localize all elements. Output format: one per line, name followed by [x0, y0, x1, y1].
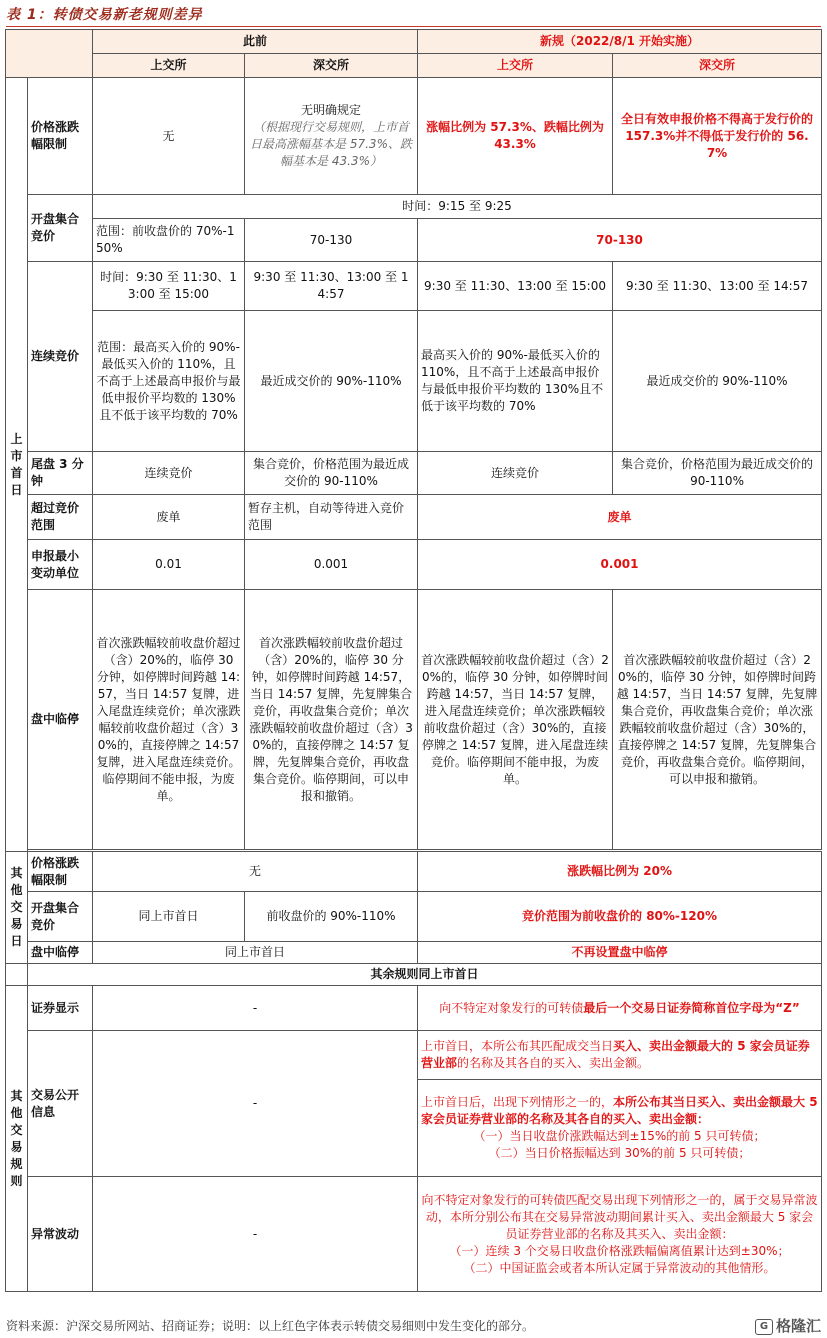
cell-od-halt-new: 不再设置盘中临停 [418, 942, 822, 964]
cell-tick-old-szse: 0.001 [245, 540, 418, 590]
header-old-sse: 上交所 [93, 54, 245, 78]
header-old-szse: 深交所 [245, 54, 418, 78]
cell-disclosure-old: - [93, 1031, 418, 1177]
cell-halt-old-sse: 首次涨跌幅较前收盘价超过（含）20%的，临停 30 分钟，如停牌时间跨越 14:57，当日 14:57 复牌，进入尾盘连续竞价；单次涨跌幅较前收盘价超过（含）30%的，直接停牌之 14:57 复牌，进入尾盘连续竞价。临停期间不能申报，为废单。 [93, 590, 245, 850]
title-underline [6, 26, 821, 27]
security-display-new-a: 向不特定对象发行的可转债 [439, 1000, 584, 1015]
cell-closing-new-szse: 集合竞价，价格范围为最近成交价的 90-110% [613, 452, 822, 495]
header-new: 新规（2022/8/1 开始实施） [418, 30, 822, 54]
row-label-od-open-call: 开盘集合竞价 [28, 892, 93, 942]
source-note: 资料来源：沪深交易所网站、招商证券；说明：以上红色字体表示转债交易细则中发生变化的部分。 [6, 1319, 535, 1333]
cell-continuous-time-new-sse: 9:30 至 11:30、13:00 至 15:00 [418, 262, 613, 311]
row-label-open-call: 开盘集合竞价 [28, 195, 93, 262]
table-title: 表 1：转债交易新老规则差异 [6, 7, 203, 23]
abnormal-new-b: （一）连续 3 个交易日收盘价格涨跌幅偏离值累计达到±30%； [449, 1243, 790, 1258]
cell-open-call-new: 70-130 [418, 219, 822, 262]
rules-table [5, 29, 822, 1292]
cell-od-price-limit-old: 无 [93, 852, 418, 892]
cell-od-open-call-old-szse: 前收盘价的 90%-110% [245, 892, 418, 942]
cell-open-call-old-sse: 范围：前收盘价的 70%-150% [93, 219, 245, 262]
cell-tick-new: 0.001 [418, 540, 822, 590]
cell-od-open-call-old-sse: 同上市首日 [93, 892, 245, 942]
cell-security-display-new [418, 986, 822, 1031]
cell-price-limit-new-szse: 全日有效申报价格不得高于发行价的 157.3%并不得低于发行价的 56.7% [613, 78, 822, 195]
cell-continuous-time-old-sse: 时间：9:30 至 11:30、13:00 至 15:00 [93, 262, 245, 311]
security-display-new-b: 最后一个交易日证券简称首位字母为“Z” [583, 1000, 800, 1015]
cell-open-call-time: 时间：9:15 至 9:25 [93, 195, 822, 219]
cell-continuous-range-new-szse: 最近成交价的 90%-110% [613, 311, 822, 452]
watermark-logo-icon: G [755, 1319, 773, 1335]
disclosure-new1-b: 买入、卖出金额最大的 5 家会员证券营业部 [421, 1039, 810, 1070]
remaining-spacer [6, 964, 28, 986]
header-corner [6, 30, 93, 78]
cell-price-limit-old-szse-main: 无明确规定 [301, 103, 362, 117]
cell-closing-old-szse: 集合竞价，价格范围为最近成交价的 90-110% [245, 452, 418, 495]
header-before: 此前 [93, 30, 418, 54]
cell-od-halt-old: 同上市首日 [93, 942, 418, 964]
cell-continuous-range-old-szse: 最近成交价的 90%-110% [245, 311, 418, 452]
cell-halt-old-szse: 首次涨跌幅较前收盘价超过（含）20%的，临停 30 分钟，如停牌时间跨越 14:57，当日 14:57 复牌，先复牌集合竞价，再收盘集合竞价；单次涨跌幅较前收盘价超过（含）30%的，直接停牌之 14:57 复牌，先复牌集合竞价，再收盘集合竞价。临停期间，可以申报和撤销。 [245, 590, 418, 850]
row-label-price-limit: 价格涨跌幅限制 [28, 78, 93, 195]
row-label-disclosure: 交易公开信息 [28, 1031, 93, 1177]
row-label-halt: 盘中临停 [28, 590, 93, 850]
row-label-od-halt: 盘中临停 [28, 942, 93, 964]
cell-disclosure-new-1 [418, 1031, 822, 1080]
group-other-rules: 其他交易规则 [6, 986, 28, 1292]
group-listing-day: 上市首日 [6, 78, 28, 852]
watermark [755, 1315, 821, 1336]
row-label-closing: 尾盘 3 分钟 [28, 452, 93, 495]
disclosure-new2-b: 本所公布其当日买入、卖出金额最大 5 家会员证券营业部的名称及其各自的买入、卖出金额： [421, 1095, 818, 1126]
disclosure-new1-c: 的名称及其各自的买入、卖出金额。 [457, 1056, 650, 1070]
disclosure-new2-c: （一）当日收盘价涨跌幅达到±15%的前 5 只可转债； [473, 1129, 766, 1143]
row-label-od-price-limit: 价格涨跌幅限制 [28, 852, 93, 892]
cell-closing-new-sse: 连续竞价 [418, 452, 613, 495]
cell-halt-new-szse: 首次涨跌幅较前收盘价超过（含）20%的，临停 30 分钟，如停牌时间跨越 14:57，当日 14:57 复牌，先复牌集合竞价，再收盘集合竞价；单次涨跌幅较前收盘价超过（含）30%的，直接停牌之 14:57 复牌，先复牌集合竞价，再收盘集合竞价。临停期间，可以申报和撤销。 [613, 590, 822, 850]
cell-price-limit-old-szse [245, 78, 418, 195]
header-new-sse: 上交所 [418, 54, 613, 78]
row-label-abnormal: 异常波动 [28, 1177, 93, 1292]
cell-out-of-range-new: 废单 [418, 495, 822, 540]
disclosure-new2-d: （二）当日价格振幅达到 30%的前 5 只可转债； [488, 1146, 751, 1160]
cell-security-display-old: - [93, 986, 418, 1031]
cell-abnormal-old: - [93, 1177, 418, 1292]
row-label-out-of-range: 超过竞价范围 [28, 495, 93, 540]
cell-price-limit-old-szse-note: （根据现行交易规则，上市首日最高涨幅基本是 57.3%、跌幅基本是 43.3%） [250, 120, 412, 168]
cell-continuous-time-old-szse: 9:30 至 11:30、13:00 至 14:57 [245, 262, 418, 311]
cell-price-limit-new-sse: 涨幅比例为 57.3%、跌幅比例为 43.3% [418, 78, 613, 195]
cell-open-call-old-szse: 70-130 [245, 219, 418, 262]
cell-continuous-range-old-sse: 范围：最高买入价的 90%-最低买入价的 110%，且不高于上述最高申报价与最低申报价平均数的 130%且不低于该平均数的 70% [93, 311, 245, 452]
watermark-text: 格隆汇 [775, 1317, 821, 1335]
disclosure-new1-a: 上市首日，本所公布其匹配成交当日 [421, 1039, 614, 1053]
cell-out-of-range-old-szse: 暂存主机，自动等待进入竞价范围 [245, 495, 418, 540]
group-other-days: 其他交易日 [6, 852, 28, 964]
cell-out-of-range-old-sse: 废单 [93, 495, 245, 540]
row-label-continuous: 连续竞价 [28, 262, 93, 452]
cell-od-open-call-new: 竞价范围为前收盘价的 80%-120% [418, 892, 822, 942]
disclosure-new2-a: 上市首日后，出现下列情形之一的， [421, 1095, 614, 1109]
cell-closing-old-sse: 连续竞价 [93, 452, 245, 495]
cell-od-price-limit-new: 涨跌幅比例为 20% [418, 852, 822, 892]
row-label-tick: 申报最小变动单位 [28, 540, 93, 590]
cell-continuous-time-new-szse: 9:30 至 11:30、13:00 至 14:57 [613, 262, 822, 311]
cell-disclosure-new-2 [418, 1080, 822, 1177]
abnormal-new-a: 向不特定对象发行的可转债匹配交易出现下列情形之一的，属于交易异常波动，本所分别公布其在交易异常波动期间累计买入、卖出金额最大 5 家会员证券营业部的名称及其买入、卖出金额： [421, 1192, 818, 1241]
cell-continuous-range-new-sse: 最高买入价的 90%-最低买入价的 110%，且不高于上述最高申报价与最低申报价平均数的 130%且不低于该平均数的 70% [418, 311, 613, 452]
abnormal-new-c: （二）中国证监会或者本所认定属于异常波动的其他情形。 [463, 1260, 776, 1275]
cell-price-limit-old-sse: 无 [93, 78, 245, 195]
cell-halt-new-sse: 首次涨跌幅较前收盘价超过（含）20%的，临停 30 分钟，如停牌时间跨越 14:57，当日 14:57 复牌，进入尾盘连续竞价；单次涨跌幅较前收盘价超过（含）30%的，直接停牌之 14:57 复牌，进入尾盘连续竞价。临停期间不能申报，为废单。 [418, 590, 613, 850]
cell-abnormal-new [418, 1177, 822, 1292]
header-new-szse: 深交所 [613, 54, 822, 78]
row-label-security-display: 证券显示 [28, 986, 93, 1031]
cell-tick-old-sse: 0.01 [93, 540, 245, 590]
cell-remaining-rules: 其余规则同上市首日 [28, 964, 822, 986]
